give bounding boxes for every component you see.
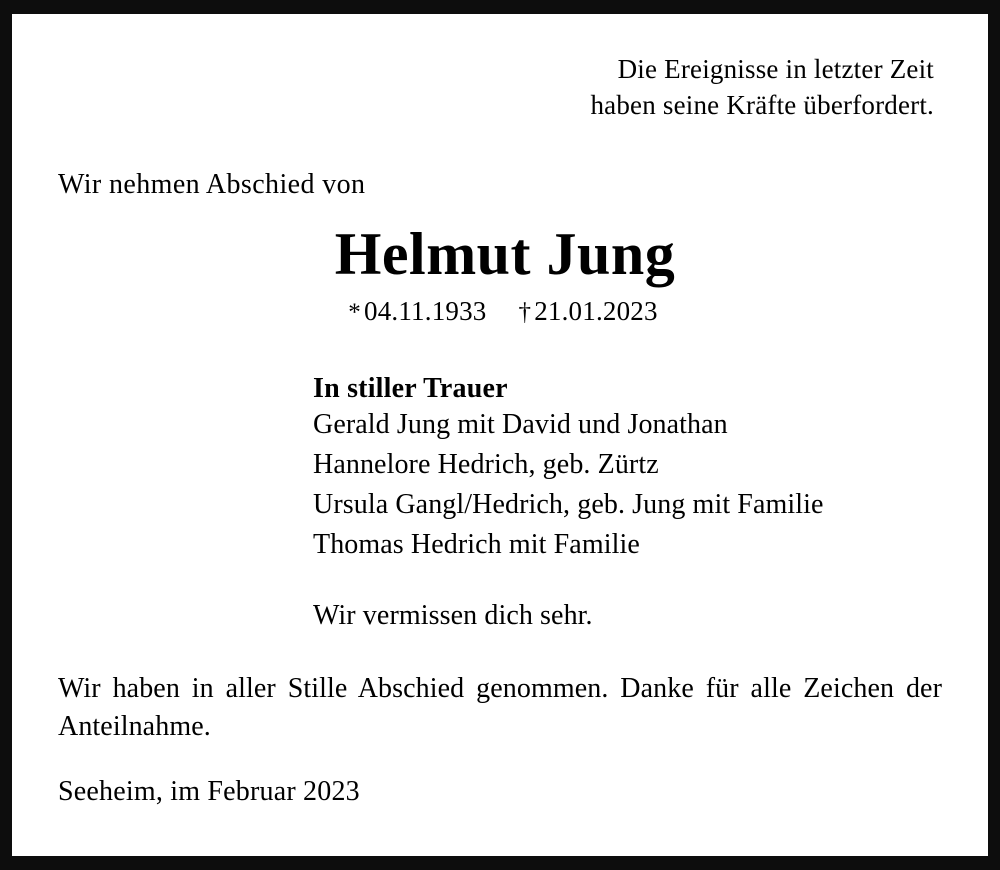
epigraph-line-1: Die Ereignisse in letzter Zeit — [617, 54, 934, 84]
epigraph-line-2: haben seine Kräfte überfordert. — [590, 89, 934, 120]
mourner-line: Thomas Hedrich mit Familie — [313, 528, 640, 560]
birth-symbol: * — [348, 299, 361, 327]
cross-icon: † — [518, 299, 532, 327]
place-and-date: Seeheim, im Februar 2023 — [58, 776, 360, 808]
birth-date: 04.11.1933 — [364, 296, 487, 327]
death-date: 21.01.2023 — [534, 296, 658, 327]
missing-line: Wir vermissen dich sehr. — [313, 600, 593, 632]
mourner-line: Ursula Gangl/Hedrich, geb. Jung mit Familie — [313, 488, 824, 520]
epigraph — [58, 52, 934, 123]
mourner-line: Hannelore Hedrich, geb. Zürtz — [313, 449, 659, 480]
mourners-heading: In stiller Trauer — [313, 373, 508, 405]
life-dates — [58, 296, 942, 327]
deceased-name: Helmut Jung — [334, 221, 676, 288]
mourners-block — [313, 373, 942, 632]
closing-text: Wir haben in aller Stille Abschied genommen. Danke für alle Zeichen der Anteilnahme. — [58, 673, 942, 743]
intro-text: Wir nehmen Abschied von — [58, 169, 366, 201]
mourner-line: Gerald Jung mit David und Jonathan — [313, 409, 728, 441]
